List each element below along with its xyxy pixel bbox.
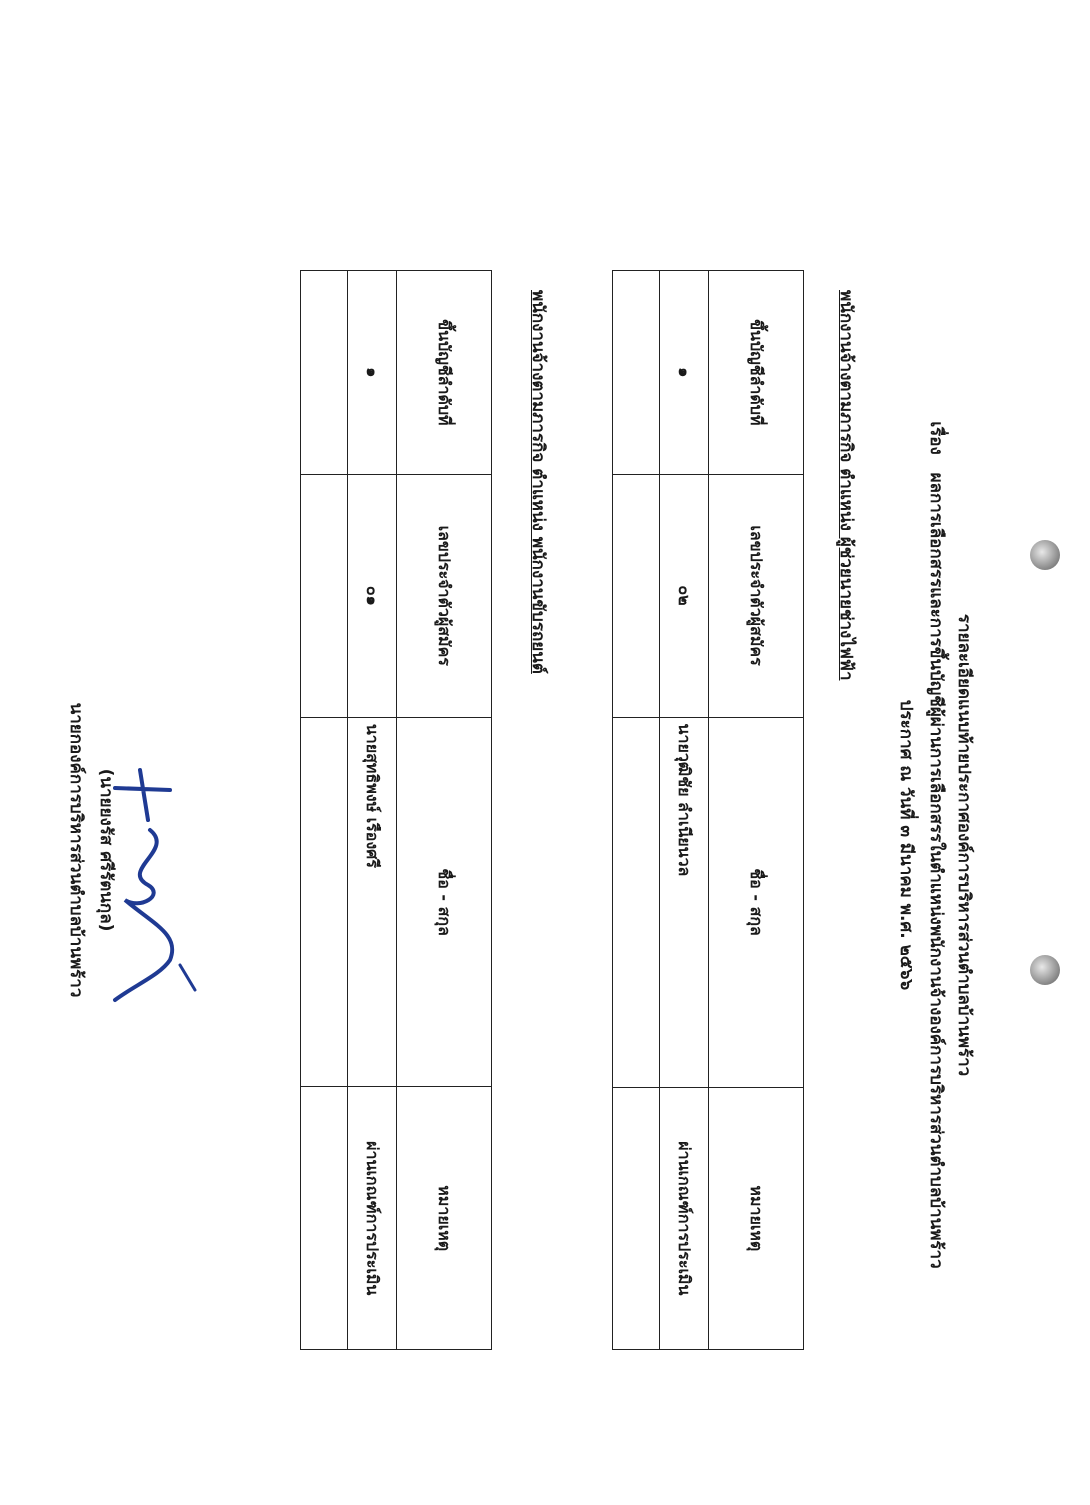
table-row: [348, 271, 397, 1350]
document-subject: [923, 200, 950, 1490]
cell-empty: [613, 717, 660, 1087]
signer-name: (นายยงรัส ศรีรัตนกุล): [96, 768, 116, 932]
cell-name: นายสุทธิพงษ์ เรืองศรี: [348, 717, 397, 1087]
cell-empty: [301, 1087, 348, 1350]
header-remark: หมายเหตุ: [709, 1087, 804, 1349]
header-rank: ขึ้นบัญชีลำดับที่: [709, 271, 804, 475]
cell-rank: ๑: [660, 271, 709, 475]
punch-hole-top: [1030, 540, 1060, 570]
header-rank: ขึ้นบัญชีลำดับที่: [397, 271, 492, 475]
section-2-table: [300, 270, 492, 1350]
header-remark: หมายเหตุ: [397, 1087, 492, 1350]
table-row: [660, 271, 709, 1350]
punch-hole-bottom: [1030, 955, 1060, 985]
cell-remark: ผ่านเกณฑ์การประเมิน: [660, 1087, 709, 1349]
table-header-row: [709, 271, 804, 1350]
cell-empty: [613, 474, 660, 717]
section-1-title: พนักงานจ้างตามภารกิจ ตำแหน่ง ผู้ช่วยนายช่างไฟฟ้า: [836, 290, 856, 681]
cell-name: นายวุฒิชัย ลำเนียนวล: [660, 717, 709, 1087]
table-row-empty: [301, 271, 348, 1350]
subject-label: เรื่อง: [926, 421, 946, 455]
subject-text: ผลการเลือกสรรและการขึ้นบัญชีผู้ผ่านการเลือกสรรในตำแหน่งพนักงานจ้างองค์การบริหารส่วนตำบลบ้านพร้าว: [926, 472, 946, 1269]
document-page: [50, 200, 1000, 1490]
document-title: รายละเอียดแนบท้ายประกาศองค์การบริหารส่วนตำบลบ้านพร้าว: [954, 613, 974, 1077]
section-1-table: [612, 270, 804, 1350]
cell-empty: [613, 1087, 660, 1349]
table-header-row: [397, 271, 492, 1350]
table-row-empty: [613, 271, 660, 1350]
cell-empty: [613, 271, 660, 475]
header-applicant-no: เลขประจำตัวผู้สมัคร: [709, 474, 804, 717]
cell-empty: [301, 271, 348, 475]
cell-empty: [301, 717, 348, 1087]
cell-empty: [301, 474, 348, 717]
cell-remark: ผ่านเกณฑ์การประเมิน: [348, 1087, 397, 1350]
section-2-title: พนักงานจ้างตามภารกิจ ตำแหน่ง พนักงานขับรถยนต์: [528, 290, 548, 674]
cell-applicant-no: ๐๑: [348, 474, 397, 717]
header-name: ชื่อ - สกุล: [397, 717, 492, 1087]
announcement-date: ประกาศ ณ วันที่ ๓ มีนาคม พ.ศ. ๒๕๖๖: [896, 699, 916, 991]
signer-position: นายกองค์การบริหารส่วนตำบลบ้านพร้าว: [66, 702, 86, 998]
cell-applicant-no: ๐๒: [660, 474, 709, 717]
header-applicant-no: เลขประจำตัวผู้สมัคร: [397, 474, 492, 717]
cell-rank: ๑: [348, 271, 397, 475]
header-name: ชื่อ - สกุล: [709, 717, 804, 1087]
